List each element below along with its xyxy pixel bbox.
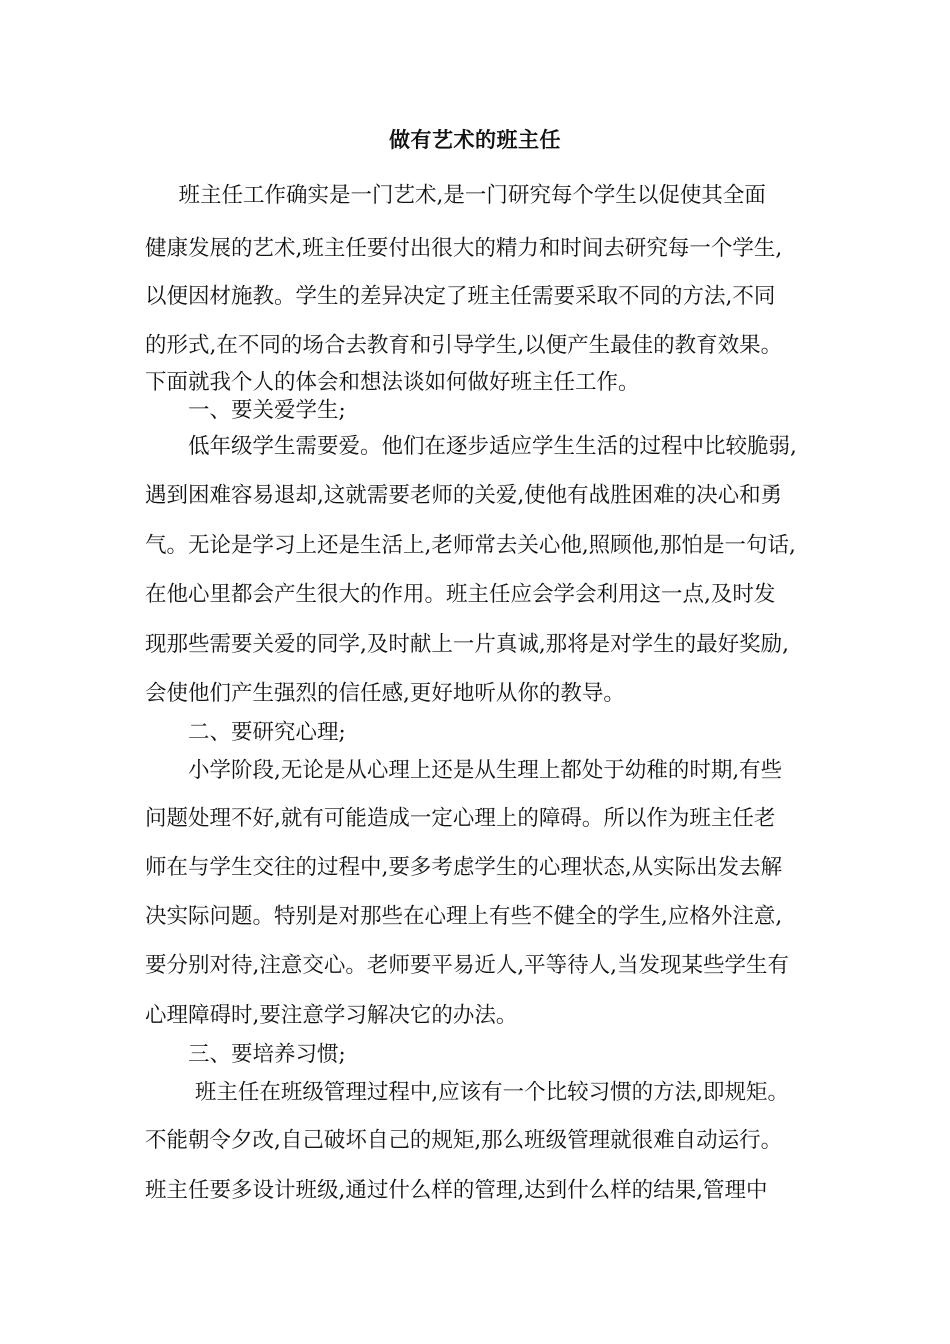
paragraph-line: 的形式,在不同的场合去教育和引导学生,以便产生最佳的教育效果。: [145, 333, 783, 358]
paragraph-line: 健康发展的艺术,班主任要付出很大的精力和时间去研究每一个学生,: [145, 236, 783, 261]
section-heading: 二、要研究心理;: [145, 720, 346, 745]
paragraph-line: 心理障碍时,要注意学习解决它的办法。: [145, 1003, 518, 1028]
paragraph-line: 在他心里都会产生很大的作用。班主任应会学会利用这一点,及时发: [145, 582, 776, 607]
paragraph-line: 小学阶段,无论是从心理上还是从生理上都处于幼稚的时期,有些: [145, 758, 783, 783]
document-title: 做有艺术的班主任: [389, 127, 561, 152]
paragraph-line: 现那些需要关爱的同学,及时献上一片真诚,那将是对学生的最好奖励,: [145, 632, 790, 657]
paragraph-line: 班主任在班级管理过程中,应该有一个比较习惯的方法,即规矩。: [145, 1080, 790, 1105]
paragraph-line: 师在与学生交往的过程中,要多考虑学生的心理状态,从实际出发去解: [145, 855, 783, 880]
paragraph-line: 遇到困难容易退却,这就需要老师的关爱,使他有战胜困难的决心和勇: [145, 483, 783, 508]
paragraph-line: 气。无论是学习上还是生活上,老师常去关心他,照顾他,那怕是一句话,: [145, 533, 796, 558]
paragraph-line: 不能朝令夕改,自己破坏自己的规矩,那么班级管理就很难自动运行。: [145, 1128, 783, 1153]
paragraph-line: 要分别对待,注意交心。老师要平易近人,平等待人,当发现某些学生有: [145, 953, 790, 978]
paragraph-line: 下面就我个人的体会和想法谈如何做好班主任工作。: [145, 370, 640, 395]
paragraph-line: 班主任工作确实是一门艺术,是一门研究每个学生以促使其全面: [157, 183, 766, 208]
paragraph-line: 以便因材施教。学生的差异决定了班主任需要采取不同的方法,不同: [145, 284, 776, 309]
section-heading: 三、要培养习惯;: [145, 1042, 346, 1067]
paragraph-line: 决实际问题。特别是对那些在心理上有些不健全的学生,应格外注意,: [145, 904, 783, 929]
paragraph-line: 问题处理不好,就有可能造成一定心理上的障碍。所以作为班主任老: [145, 806, 776, 831]
paragraph-line: 班主任要多设计班级,通过什么样的管理,达到什么样的结果,管理中: [145, 1178, 768, 1203]
paragraph-line: 会使他们产生强烈的信任感,更好地听从你的教导。: [145, 681, 625, 706]
paragraph-line: 低年级学生需要爱。他们在逐步适应学生生活的过程中比较脆弱,: [145, 434, 797, 459]
section-heading: 一、要关爱学生;: [145, 398, 346, 423]
